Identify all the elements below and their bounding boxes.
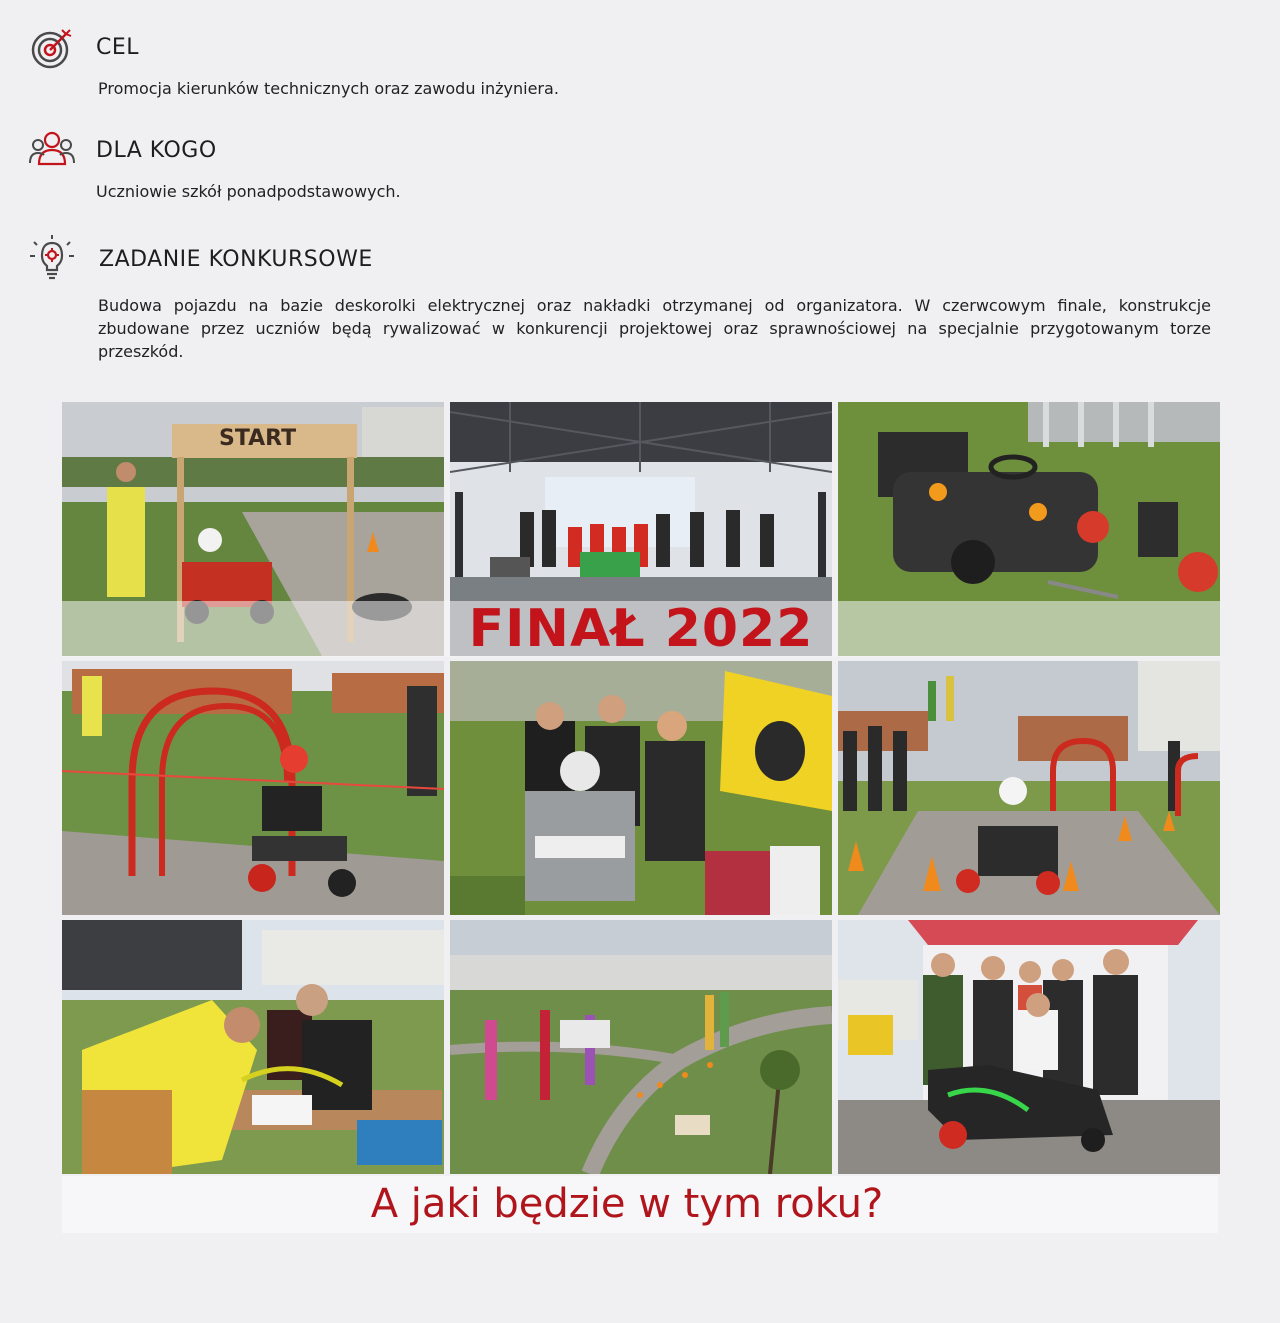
section-text-cel: Promocja kierunków technicznych oraz zawodu inżyniera. xyxy=(98,79,559,98)
start-sign-label: START xyxy=(219,426,297,451)
photo-collage xyxy=(62,402,1220,1233)
photo-arch-obstacle xyxy=(62,661,444,915)
lightbulb-gear-icon xyxy=(28,234,76,282)
section-text-zadanie: Budowa pojazdu na bazie deskorolki elektrycznej oraz nakładki otrzymanej od organizatora. W czerwcowym finale, konstrukcje zbudowane przez uczniów będą rywalizować w konkurencji projektowej oraz sprawnościowej na specjalnie przygotowanym torze przeszkód. xyxy=(98,296,1211,361)
section-title-zadanie: ZADANIE KONKURSOWE xyxy=(99,247,373,272)
question-heading: A jaki będzie w tym roku? xyxy=(370,1181,884,1227)
section-text-dla-kogo: Uczniowie szkół ponadpodstawowych. xyxy=(96,182,401,201)
photo-team-mechatronics xyxy=(450,661,832,915)
photo-winners-group xyxy=(838,920,1220,1174)
people-icon xyxy=(28,126,76,174)
target-icon xyxy=(28,24,76,72)
photo-cone-course xyxy=(838,661,1220,915)
section-title-cel: CEL xyxy=(96,35,140,60)
photo-inspection-table xyxy=(62,920,444,1174)
section-title-dla-kogo: DLA KOGO xyxy=(96,138,217,163)
photo-aerial-view xyxy=(450,920,832,1174)
final-2022-label: FINAŁ 2022 xyxy=(468,599,814,659)
